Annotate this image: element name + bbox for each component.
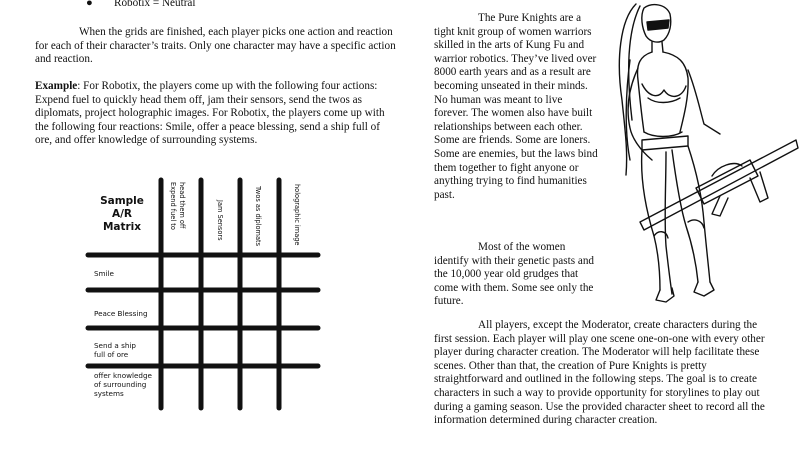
svg-text:Send a ship: Send a ship	[94, 341, 136, 350]
visor	[647, 20, 669, 30]
col-header-1	[169, 182, 186, 230]
foot-right	[694, 282, 714, 296]
sample-ar-matrix	[84, 176, 324, 412]
right-arm	[688, 70, 720, 134]
rifle-scope	[712, 164, 742, 176]
neck	[652, 42, 663, 52]
row-label-4	[94, 371, 153, 398]
torso-left	[638, 52, 652, 132]
row-label-1: Smile	[94, 269, 114, 278]
svg-text:holographic image: holographic image	[293, 184, 301, 246]
belt	[642, 136, 688, 150]
leg-left-inner	[665, 152, 672, 294]
rifle-grip	[750, 172, 768, 202]
svg-text:full of ore: full of ore	[94, 350, 129, 359]
matrix-title-line-3: Matrix	[102, 221, 142, 233]
example-label: Example	[35, 80, 78, 92]
col-header-3	[254, 185, 262, 247]
bullet-text: Robotix = Neutral	[114, 0, 196, 9]
matrix-title-line-2: A/R	[111, 208, 133, 220]
matrix-title-line-1: Sample	[100, 195, 144, 207]
paragraph-pure-knights: The Pure Knights are a tight knit group of women warriors skilled in the arts of Kung Fu and warrior robotics. They’ve lived over 8000 earth years and as a result are becoming unseated in their minds. No human was meant to live forever. The women also have built relationships between each other. Some are friends. Some are loners. Some are enemies, but the laws bind them together to fight anyone or anything trying to find humanities past.	[434, 12, 598, 201]
row-label-3	[94, 341, 136, 359]
svg-text:of surrounding: of surrounding	[94, 380, 147, 389]
knee-right	[688, 220, 704, 228]
svg-text:Jam Sensors: Jam Sensors	[216, 200, 224, 241]
svg-text:Expend fuel to: Expend fuel to	[169, 182, 177, 230]
svg-text:systems: systems	[94, 389, 124, 398]
torso-right	[663, 52, 688, 132]
bullet-dot: ●	[86, 0, 93, 9]
rifle-barrel	[640, 140, 798, 230]
col-header-4	[293, 184, 301, 245]
example-text: : For Robotix, the players come up with the following four actions: Expend fuel to quickly head them off, jam their sensors, send the twos as diplomats, project holographic images. For Robotix, the players come up with the following four reactions: Smile, offer a peace blessing, send a ship full of ore, and offer knowledge of surrounding systems.	[35, 80, 385, 147]
col-header-2	[216, 199, 224, 241]
paragraph-players: All players, except the Moderator, create characters during the first session. Each player will play one scene one-on-one with every other player during character creation. The Moderator will help facilitate these scenes. Other than that, the creation of Pure Knights is pretty straightforward and outlined in the following steps. The goal is to create characters in such a way to provide opportunity for storylines to play out during a gaming season. Use the provided character sheet to record all the information determined during character creation.	[434, 319, 765, 427]
paragraph-genetic-pasts: Most of the women identify with their genetic pasts and the 10,000 year old grudges that come with them. Some see only the future.	[434, 241, 595, 308]
chest-line	[648, 98, 680, 103]
pure-knight-warrior-illustration	[600, 0, 800, 315]
paragraph-grids: When the grids are finished, each player picks one action and reaction for each of their character’s traits. Only one character may have a specific action and reaction.	[35, 26, 396, 66]
svg-text:head them off: head them off	[178, 182, 186, 229]
hair-strand-2	[629, 6, 640, 120]
leg-right-inner	[672, 150, 698, 282]
row-label-2: Peace Blessing	[94, 309, 148, 318]
paragraph-example	[35, 80, 397, 148]
svg-text:offer knowledge: offer knowledge	[94, 371, 152, 380]
leg-right-outer	[688, 146, 710, 282]
waist	[644, 132, 682, 137]
svg-text:Twos as diplomats: Twos as diplomats	[254, 186, 262, 247]
chest	[642, 84, 686, 96]
